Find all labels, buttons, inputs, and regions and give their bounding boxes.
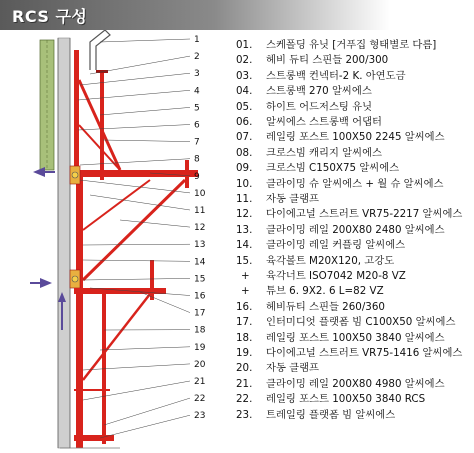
legend-item-text: 육각너트 ISO7042 M20-8 VZ xyxy=(266,270,406,282)
legend-item-text: 클라이밍 슈 알씨에스 + 월 슈 알씨에스 xyxy=(266,177,444,190)
callout-leader-line xyxy=(78,90,190,100)
strongback xyxy=(74,50,79,180)
legend-item-number: 23. xyxy=(236,408,253,421)
legend-item xyxy=(236,130,445,145)
legend-item xyxy=(236,223,445,238)
header-banner xyxy=(0,0,390,30)
callout-number: 22 xyxy=(194,394,206,405)
callout-leader-line xyxy=(83,260,190,261)
legend-item-text: 크로스빔 C150X75 알씨에스 xyxy=(266,162,400,175)
upper-brace xyxy=(79,80,120,170)
legend-item-text: 헤비 듀티 스핀들 200/300 xyxy=(266,54,389,67)
callout-leader-line xyxy=(78,125,190,131)
legend-item-text: 레일링 포스트 100X50 3840 RCS xyxy=(266,393,426,406)
legend-item-text: 레일링 포스트 100X50 2245 알씨에스 xyxy=(266,131,445,144)
callout-number: 4 xyxy=(194,86,200,97)
callout-leader-line xyxy=(83,364,190,370)
legend-item-number: 18. xyxy=(236,331,253,344)
legend-item xyxy=(236,392,425,407)
legend-item xyxy=(236,361,319,376)
rcs-assembly-drawing xyxy=(0,30,236,453)
legend-item-number: 08. xyxy=(236,146,253,159)
legend-item-text: 다이에고널 스트러트 VR75-1416 알씨에스 xyxy=(266,347,463,359)
legend-item-number: 04. xyxy=(236,85,253,98)
callout-number: 5 xyxy=(194,103,200,114)
legend-item-number: 10. xyxy=(236,177,253,190)
callout-number: 1 xyxy=(194,35,200,45)
legend-item xyxy=(236,207,462,222)
legend-item-number: 05. xyxy=(236,100,253,113)
legend-item xyxy=(236,100,372,115)
callout-number: 2 xyxy=(194,52,200,63)
callout-number: 17 xyxy=(194,308,206,319)
legend-item xyxy=(236,238,405,253)
callout-leaders xyxy=(78,39,190,438)
legend-item-number: 03. xyxy=(236,69,253,82)
callout-number: 9 xyxy=(194,171,200,182)
callout-number: 23 xyxy=(194,411,206,422)
callout-labels xyxy=(194,35,206,421)
callout-leader-line xyxy=(80,73,190,85)
legend-item xyxy=(236,254,394,269)
legend-item xyxy=(236,177,443,192)
legend-item-number: 11. xyxy=(236,193,253,205)
legend-item-number: 12. xyxy=(236,208,253,221)
callout-number: 15 xyxy=(194,274,206,285)
callout-leader-line xyxy=(100,415,190,438)
legend-item xyxy=(236,346,462,361)
legend-item-text: 자동 클램프 xyxy=(266,362,320,375)
callout-number: 18 xyxy=(194,325,206,336)
legend-item-number: 21. xyxy=(236,377,253,390)
legend-item-text: 인터미디엇 플랫폼 빔 C100X50 알씨에스 xyxy=(266,316,456,329)
legend-item-text: 육각볼트 M20X120, 고강도 xyxy=(266,254,395,267)
legend-item xyxy=(236,38,436,53)
callout-number: 13 xyxy=(194,240,206,251)
legend-item xyxy=(236,146,382,161)
scaffolding-unit xyxy=(90,30,110,70)
legend-item-text: 자동 클램프 xyxy=(266,193,320,205)
legend-item xyxy=(236,331,445,346)
legend-item-text: 크로스빔 캐리지 알씨에스 xyxy=(266,146,382,159)
concrete-wall xyxy=(58,38,70,448)
legend-item-number: 01. xyxy=(236,39,253,51)
legend-item-text: 스케폴딩 유닛 [거푸집 형태별로 다름] xyxy=(266,39,437,51)
legend-item-text: 클라이밍 레일 200X80 4980 알씨에스 xyxy=(266,377,445,390)
legend-item-number: + xyxy=(241,285,250,298)
callout-leader-line xyxy=(83,278,190,280)
legend-item xyxy=(236,408,395,423)
callout-number: 6 xyxy=(194,120,200,131)
legend-item-number: 02. xyxy=(236,54,253,67)
legend-item xyxy=(236,53,388,68)
arrow-right-icon xyxy=(40,278,52,288)
legend-item-number: 14. xyxy=(236,239,253,252)
callout-leader-line xyxy=(100,347,190,350)
callout-leader-line xyxy=(90,56,190,74)
legend-item xyxy=(236,377,445,392)
legend-item xyxy=(236,161,399,176)
crossbeam xyxy=(74,170,198,177)
legend-item-number: 06. xyxy=(236,116,253,128)
legend-item-number: 17. xyxy=(236,316,253,329)
legend-item-text: 헤비듀티 스핀들 260/360 xyxy=(266,300,385,313)
legend-item xyxy=(236,84,372,99)
legend-item xyxy=(236,315,455,330)
legend-item-text: 스트롱백 컨넥터-2 K. 아연도금 xyxy=(266,69,406,82)
legend-item xyxy=(236,115,382,130)
callout-leader-line xyxy=(80,159,190,165)
callout-leader-line xyxy=(100,39,190,42)
legend-item-text: 튜브 6. 9X2. 6 L=82 VZ xyxy=(266,285,384,298)
callout-number: 16 xyxy=(194,291,206,302)
diagonal-strut xyxy=(83,180,185,280)
callout-number: 14 xyxy=(194,257,206,268)
callout-number: 12 xyxy=(194,223,206,234)
legend-item-number: 22. xyxy=(236,393,253,406)
legend-item xyxy=(236,192,319,207)
callout-leader-line xyxy=(83,244,190,245)
legend-item-text: 스트롱백 270 알씨에스 xyxy=(266,85,372,98)
legend-item-text: 알씨에스 스트롱백 어댑터 xyxy=(266,116,382,128)
legend-item-number: + xyxy=(241,270,250,282)
legend-item-number: 07. xyxy=(236,131,253,144)
legend-item-text: 트레일링 플랫폼 빔 알씨에스 xyxy=(266,408,396,421)
legend-item-text: 클라이밍 레일 200X80 2480 알씨에스 xyxy=(266,223,445,236)
callout-leader-line xyxy=(104,398,190,425)
legend-item-number: 19. xyxy=(236,347,253,359)
callout-number: 20 xyxy=(194,359,206,370)
legend-item-number: 20. xyxy=(236,362,253,375)
legend-item-text: 레일링 포스트 100X50 3840 알씨에스 xyxy=(266,331,445,344)
callout-number: 21 xyxy=(194,377,206,387)
lower-diagonal xyxy=(83,294,150,380)
callout-number: 8 xyxy=(194,154,200,165)
callout-number: 19 xyxy=(194,342,206,353)
legend-item-text: 하이트 어드저스팅 유닛 xyxy=(266,100,373,113)
callout-number: 10 xyxy=(194,188,206,199)
callout-leader-line xyxy=(90,195,190,210)
climbing-rail xyxy=(76,175,83,448)
legend-item-number: 16. xyxy=(236,300,253,313)
callout-leader-line xyxy=(103,140,190,142)
legend-item-number: 09. xyxy=(236,162,253,175)
callout-leader-line xyxy=(100,107,190,115)
page-title: RCS 구성 xyxy=(12,7,88,26)
legend-item-number: 13. xyxy=(236,223,253,236)
arrow-left-icon xyxy=(33,167,45,177)
callout-number: 11 xyxy=(194,206,206,216)
callout-number: 3 xyxy=(194,69,200,80)
legend-item xyxy=(236,69,406,84)
legend-item xyxy=(236,269,406,284)
callout-leader-line xyxy=(120,220,190,227)
legend-item-text: 다이에고널 스트러트 VR75-2217 알씨에스 xyxy=(266,208,463,221)
legend-item-text: 클라이밍 레일 커플링 알씨에스 xyxy=(266,239,406,252)
legend-item-number: 15. xyxy=(236,254,253,267)
legend-item xyxy=(236,284,384,299)
legend-item xyxy=(236,300,385,315)
callout-number: 7 xyxy=(194,137,200,148)
